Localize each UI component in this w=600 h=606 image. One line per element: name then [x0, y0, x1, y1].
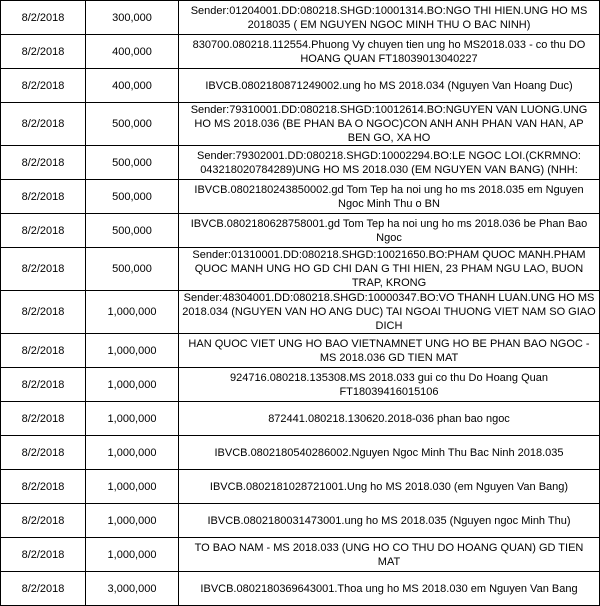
- description-cell: IBVCB.0802180243850002.gd Tom Tep ha noi ung ho ms 2018.035 em Nguyen Ngoc Minh Thu o BN: [179, 180, 600, 214]
- table-row: [1, 402, 600, 436]
- amount-cell: 1,000,000: [86, 402, 179, 436]
- amount-cell: 300,000: [86, 1, 179, 35]
- description-cell: Sender:79302001.DD:080218.SHGD:10002294.BO:LE NGOC LOI.(CKRMNO: 043218020784289)UNG HO MS 2018.030 (EM NGUYEN VAN BANG) (NHH:: [179, 146, 600, 180]
- date-cell: 8/2/2018: [1, 572, 86, 606]
- date-cell: 8/2/2018: [1, 470, 86, 504]
- table-row: [1, 69, 600, 103]
- description-cell: HAN QUOC VIET UNG HO BAO VIETNAMNET UNG HO BE PHAN BAO NGOC - MS 2018.036 GD TIEN MAT: [179, 334, 600, 368]
- amount-cell: 500,000: [86, 180, 179, 214]
- amount-cell: 1,000,000: [86, 368, 179, 402]
- amount-cell: 1,000,000: [86, 504, 179, 538]
- amount-cell: 500,000: [86, 146, 179, 180]
- description-cell: IBVCB.0802180369643001.Thoa ung ho MS 2018.030 em Nguyen Van Bang: [179, 572, 600, 606]
- table-row: [1, 470, 600, 504]
- amount-cell: 500,000: [86, 103, 179, 146]
- date-cell: 8/2/2018: [1, 248, 86, 291]
- date-cell: 8/2/2018: [1, 214, 86, 248]
- amount-cell: 1,000,000: [86, 291, 179, 334]
- date-cell: 8/2/2018: [1, 538, 86, 572]
- table-row: [1, 436, 600, 470]
- description-cell: TO BAO NAM - MS 2018.033 (UNG HO CO THU DO HOANG QUAN) GD TIEN MAT: [179, 538, 600, 572]
- table-row: [1, 368, 600, 402]
- description-cell: Sender:01310001.DD:080218.SHGD:10021650.BO:PHAM QUOC MANH.PHAM QUOC MANH UNG HO GD CHI DAN G THI HIEN, 23 PHAM NGU LAO, BUON TRAP, KRONG: [179, 248, 600, 291]
- date-cell: 8/2/2018: [1, 180, 86, 214]
- date-cell: 8/2/2018: [1, 436, 86, 470]
- date-cell: 8/2/2018: [1, 334, 86, 368]
- date-cell: 8/2/2018: [1, 402, 86, 436]
- table-row: [1, 291, 600, 334]
- table-row: [1, 180, 600, 214]
- description-cell: 924716.080218.135308.MS 2018.033 gui co thu Do Hoang Quan FT18039416015106: [179, 368, 600, 402]
- table-row: [1, 146, 600, 180]
- amount-cell: 500,000: [86, 214, 179, 248]
- table-row: [1, 214, 600, 248]
- table-row: [1, 334, 600, 368]
- amount-cell: 3,000,000: [86, 572, 179, 606]
- amount-cell: 1,000,000: [86, 436, 179, 470]
- description-cell: 830700.080218.112554.Phuong Vy chuyen tien ung ho MS2018.033 - co thu DO HOANG QUAN FT18039013040227: [179, 35, 600, 69]
- table-row: [1, 248, 600, 291]
- date-cell: 8/2/2018: [1, 504, 86, 538]
- description-cell: 872441.080218.130620.2018-036 phan bao ngoc: [179, 402, 600, 436]
- amount-cell: 400,000: [86, 35, 179, 69]
- date-cell: 8/2/2018: [1, 69, 86, 103]
- description-cell: Sender:01204001.DD:080218.SHGD:10001314.BO:NGO THI HIEN.UNG HO MS 2018035 ( EM NGUYEN NGOC MINH THU O BAC NINH): [179, 1, 600, 35]
- table-row: [1, 103, 600, 146]
- date-cell: 8/2/2018: [1, 35, 86, 69]
- date-cell: 8/2/2018: [1, 103, 86, 146]
- description-cell: IBVCB.0802180871249002.ung ho MS 2018.034 (Nguyen Van Hoang Duc): [179, 69, 600, 103]
- date-cell: 8/2/2018: [1, 1, 86, 35]
- description-cell: IBVCB.0802180031473001.ung ho MS 2018.035 (Nguyen ngoc Minh Thu): [179, 504, 600, 538]
- description-cell: IBVCB.0802181028721001.Ung ho MS 2018.030 (em Nguyen Van Bang): [179, 470, 600, 504]
- description-cell: IBVCB.0802180540286002.Nguyen Ngoc Minh Thu Bac Ninh 2018.035: [179, 436, 600, 470]
- amount-cell: 500,000: [86, 248, 179, 291]
- date-cell: 8/2/2018: [1, 146, 86, 180]
- description-cell: IBVCB.0802180628758001.gd Tom Tep ha noi ung ho ms 2018.036 be Phan Bao Ngoc: [179, 214, 600, 248]
- table-row: [1, 538, 600, 572]
- description-cell: Sender:48304001.DD:080218.SHGD:10000347.BO:VO THANH LUAN.UNG HO MS 2018.034 (NGUYEN VAN HO ANG DUC) TAI NGOAI THUONG VIET NAM SO GIAO DICH: [179, 291, 600, 334]
- amount-cell: 400,000: [86, 69, 179, 103]
- amount-cell: 1,000,000: [86, 538, 179, 572]
- amount-cell: 1,000,000: [86, 334, 179, 368]
- date-cell: 8/2/2018: [1, 291, 86, 334]
- description-cell: Sender:79310001.DD:080218.SHGD:10012614.BO:NGUYEN VAN LUONG.UNG HO MS 2018.036 (BE PHAN BA O NGOC)CON ANH ANH PHAN VAN HAN, AP BEN GO, XA HO: [179, 103, 600, 146]
- date-cell: 8/2/2018: [1, 368, 86, 402]
- amount-cell: 1,000,000: [86, 470, 179, 504]
- table-row: [1, 1, 600, 35]
- table-row: [1, 504, 600, 538]
- table-row: [1, 572, 600, 606]
- table-row: [1, 35, 600, 69]
